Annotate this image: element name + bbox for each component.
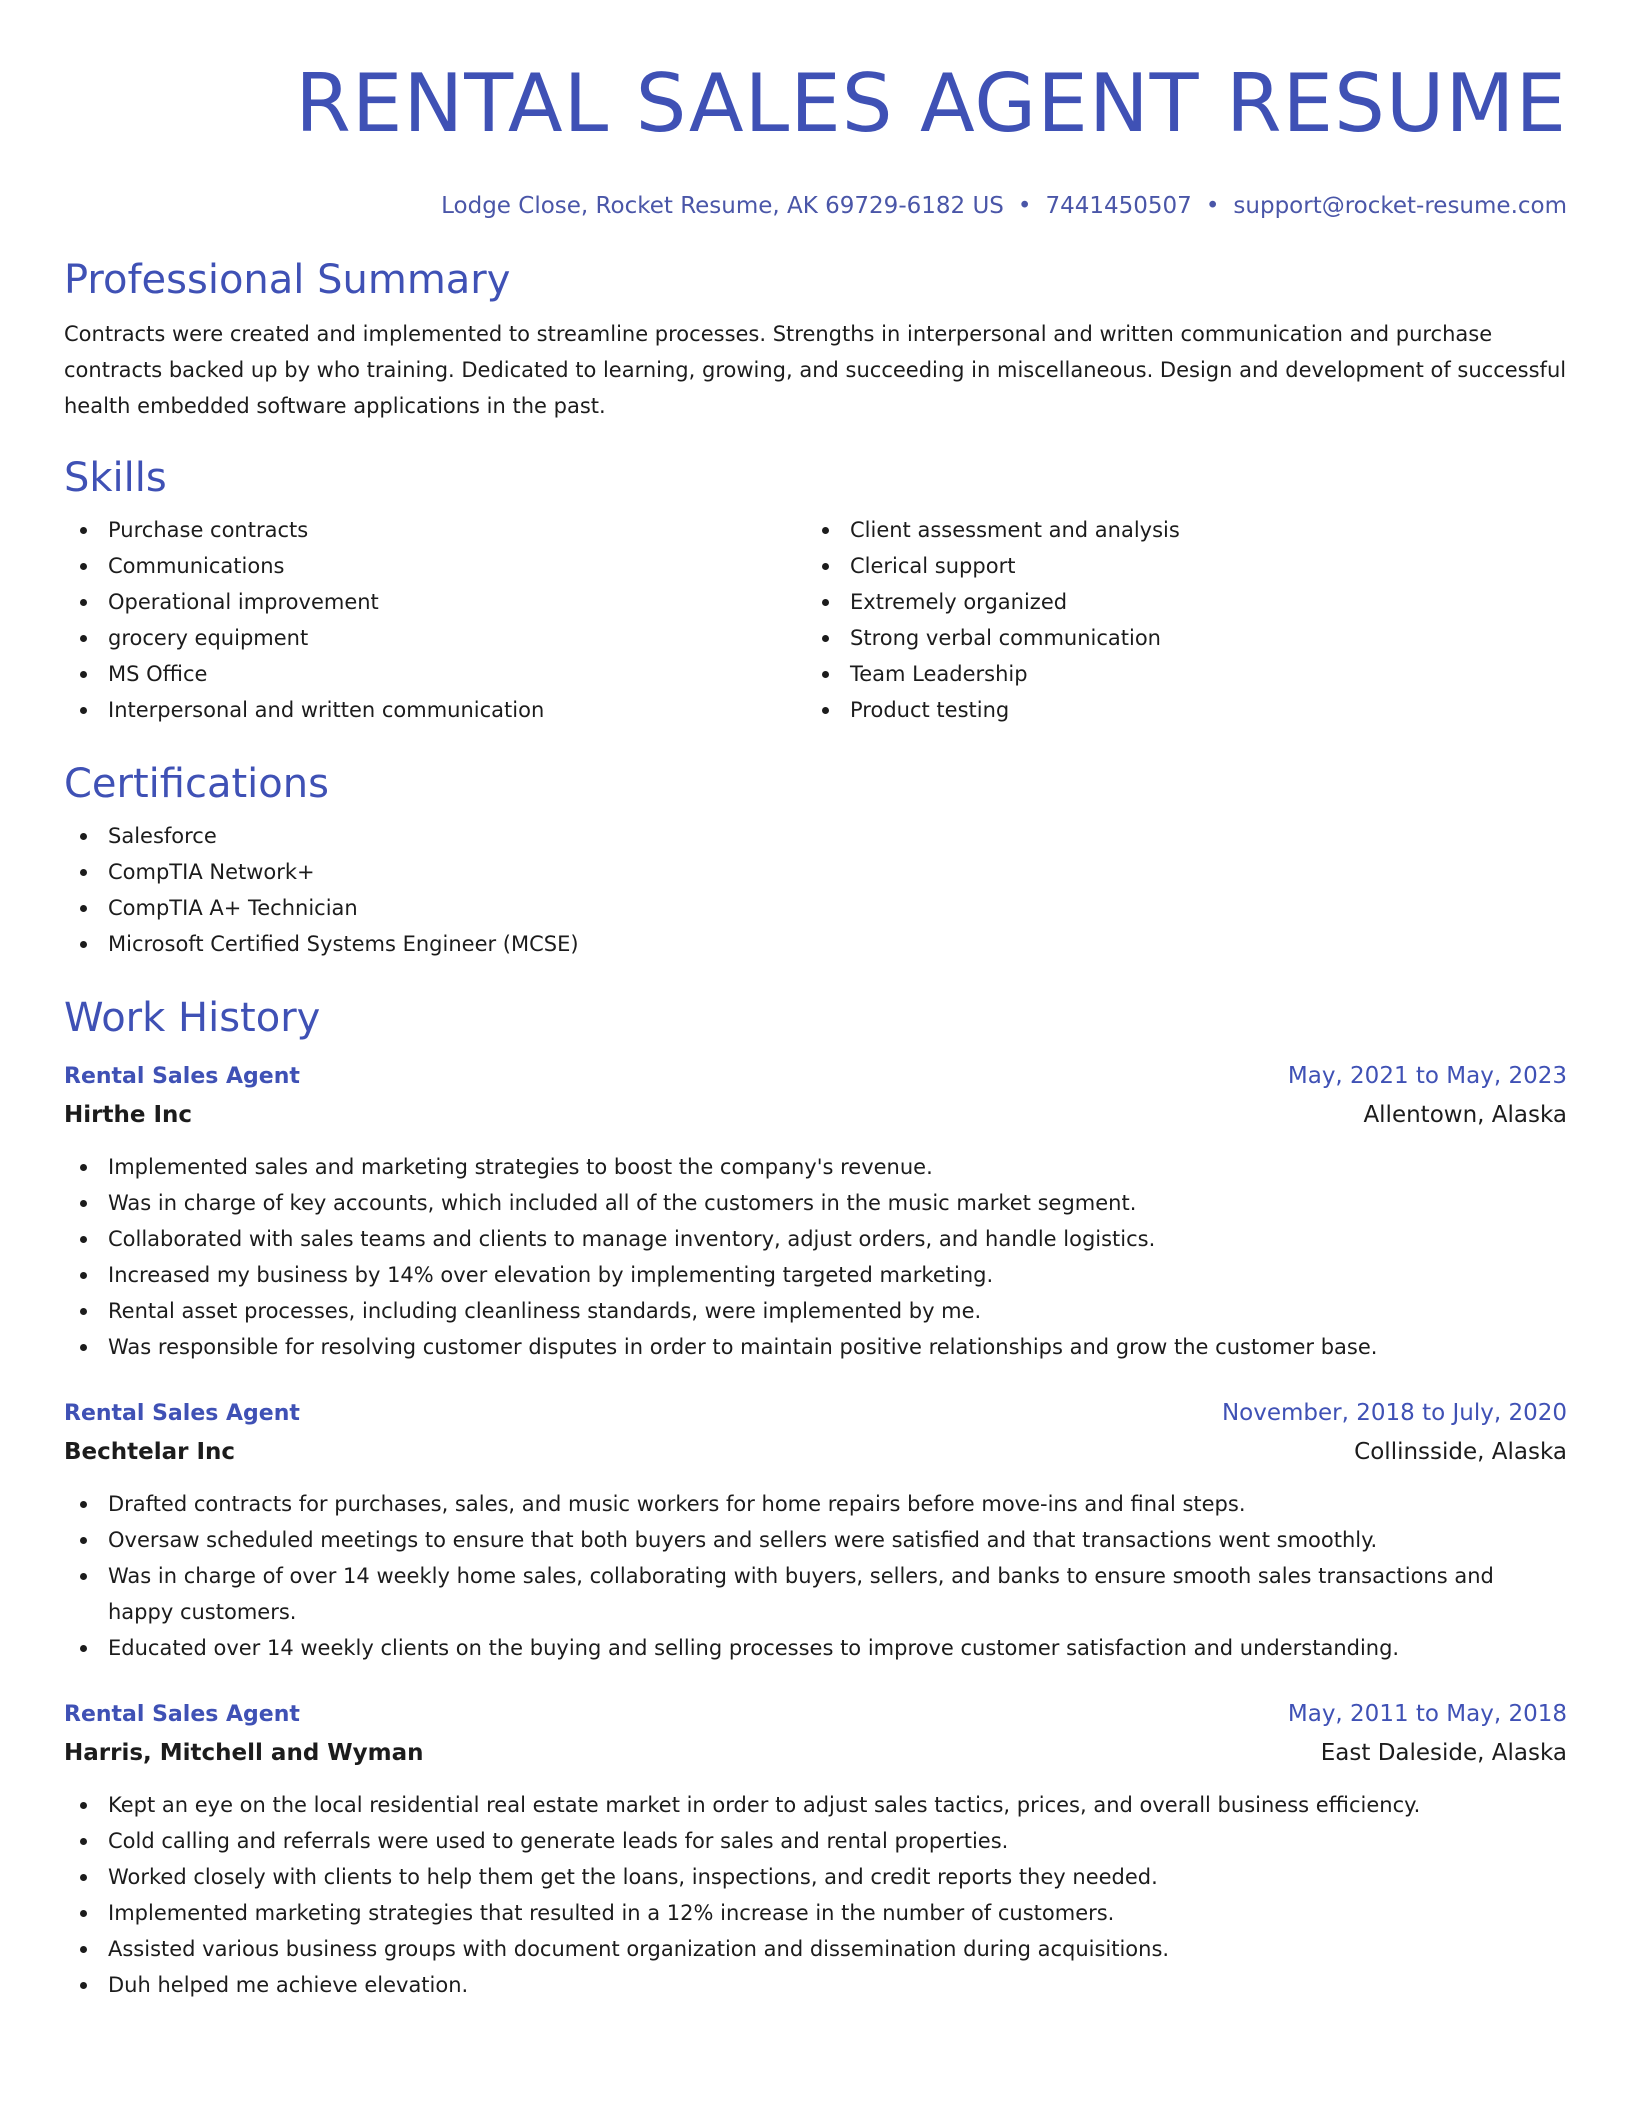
job-dates: November, 2018 to July, 2020 [1221,1400,1567,1426]
job-subheader [64,1095,1567,1135]
job-bullet: Cold calling and referrals were used to generate leads for sales and rental properties. [64,1823,1567,1859]
skills-heading: Skills [64,455,167,501]
job-entry [64,1395,1567,1666]
job-bullets [64,1486,1567,1666]
job-bullet: Implemented sales and marketing strategies to boost the company's revenue. [64,1149,1567,1185]
skills-list-right [806,512,1548,728]
job-header [64,1696,1567,1733]
job-dates: May, 2021 to May, 2023 [1287,1063,1567,1089]
job-title: Rental Sales Agent [64,1064,300,1089]
job-bullet: Collaborated with sales teams and clients to manage inventory, adjust orders, and handle logistics. [64,1221,1567,1257]
job-bullet: Oversaw scheduled meetings to ensure that both buyers and sellers were satisfied and that transactions went smoothly. [64,1522,1567,1558]
certification-item: Salesforce [64,818,1567,854]
certifications-heading: Certifications [64,761,329,807]
job-bullet: Increased my business by 14% over elevation by implementing targeted marketing. [64,1257,1567,1293]
job-bullet: Was in charge of over 14 weekly home sales, collaborating with buyers, sellers, and banks to ensure smooth sales transactions and happy customers. [64,1558,1567,1630]
job-subheader [64,1733,1567,1773]
skill-item: Operational improvement [64,584,806,620]
job-bullet: Implemented marketing strategies that resulted in a 12% increase in the number of customers. [64,1895,1567,1931]
job-entry [64,1696,1567,2003]
job-location: Collinsside, Alaska [1354,1439,1567,1465]
job-bullet: Was in charge of key accounts, which included all of the customers in the music market segment. [64,1185,1567,1221]
skills-list-left [64,512,806,728]
job-location: Allentown, Alaska [1363,1102,1567,1128]
resume-page [64,0,1567,2003]
skill-item: Client assessment and analysis [806,512,1548,548]
skill-item: Interpersonal and written communication [64,692,806,728]
skill-item: MS Office [64,656,806,692]
skill-item: grocery equipment [64,620,806,656]
job-bullets [64,1787,1567,2003]
job-bullet: Educated over 14 weekly clients on the buying and selling processes to improve customer satisfaction and understanding. [64,1630,1567,1666]
skill-item: Strong verbal communication [806,620,1548,656]
job-company: Hirthe Inc [64,1102,193,1128]
job-company: Harris, Mitchell and Wyman [64,1740,424,1766]
contact-email: support@rocket-resume.com [1233,193,1567,219]
skill-item: Purchase contracts [64,512,806,548]
skill-item: Clerical support [806,548,1548,584]
resume-title: RENTAL SALES AGENT RESUME [295,57,1567,150]
job-title: Rental Sales Agent [64,1401,300,1426]
certification-item: CompTIA A+ Technician [64,890,1567,926]
work-history-heading: Work History [64,995,321,1041]
skill-item: Communications [64,548,806,584]
contact-phone: 7441450507 [1045,193,1192,219]
job-bullet: Worked closely with clients to help them get the loans, inspections, and credit reports they needed. [64,1859,1567,1895]
contact-address: Lodge Close, Rocket Resume, AK 69729-6182 US [441,193,1004,219]
job-subheader [64,1432,1567,1472]
job-header [64,1058,1567,1095]
job-bullet: Was responsible for resolving customer disputes in order to maintain positive relationships and grow the customer base. [64,1329,1567,1365]
job-bullet: Duh helped me achieve elevation. [64,1967,1567,2003]
job-bullet: Kept an eye on the local residential real estate market in order to adjust sales tactics, prices, and overall business efficiency. [64,1787,1567,1823]
job-location: East Daleside, Alaska [1320,1740,1567,1766]
skill-item: Team Leadership [806,656,1548,692]
summary-text: Contracts were created and implemented to streamline processes. Strengths in interpersonal and written communication and purchase contracts backed up by who training. Dedicated to learning, growing, and succeeding in miscellaneous. Design and development of successful health embedded software applications in the past. [64,322,1567,418]
job-title: Rental Sales Agent [64,1702,300,1727]
summary-heading: Professional Summary [64,257,511,303]
skill-item: Product testing [806,692,1548,728]
contact-separator: • [1205,193,1220,219]
job-bullets [64,1149,1567,1365]
job-header [64,1395,1567,1432]
job-company: Bechtelar Inc [64,1439,236,1465]
job-bullet: Assisted various business groups with document organization and dissemination during acquisitions. [64,1931,1567,1967]
job-dates: May, 2011 to May, 2018 [1287,1701,1567,1727]
certification-item: CompTIA Network+ [64,854,1567,890]
skill-item: Extremely organized [806,584,1548,620]
skills-grid [64,512,1567,728]
job-bullet: Rental asset processes, including cleanliness standards, were implemented by me. [64,1293,1567,1329]
job-entry [64,1058,1567,1365]
contact-separator: • [1017,193,1032,219]
job-bullet: Drafted contracts for purchases, sales, and music workers for home repairs before move-ins and final steps. [64,1486,1567,1522]
certifications-list [64,818,1567,962]
contact-line [64,190,1567,222]
certification-item: Microsoft Certified Systems Engineer (MCSE) [64,926,1567,962]
